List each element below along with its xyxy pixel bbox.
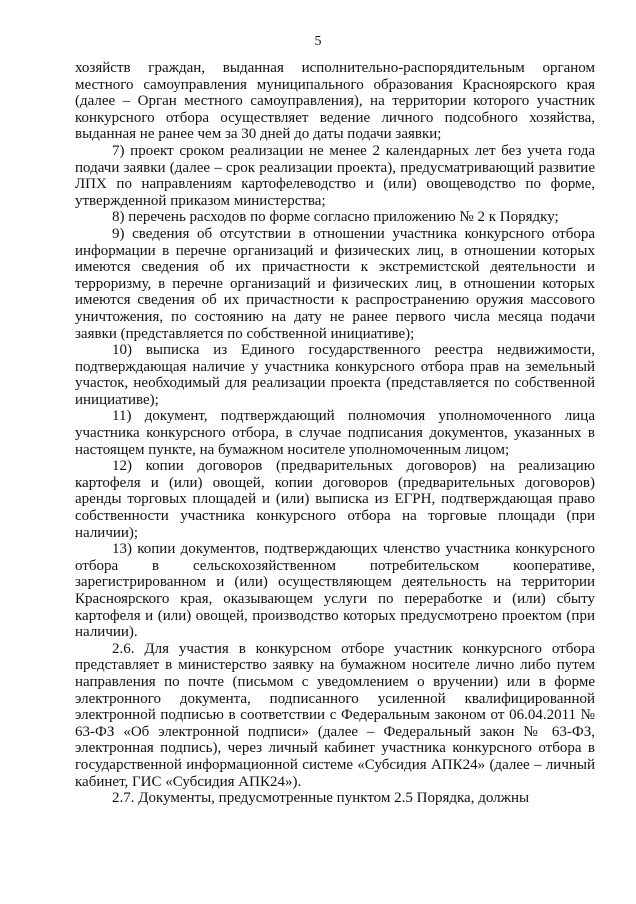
- paragraph-continued-certificate: хозяйств граждан, выданная исполнительно-распорядительным органом местного самоуправления муниципального образования Красноярского края (далее – Орган местного самоуправления), на территории которого участник конкурсного отбора осуществляет ведение личного подсобного хозяйства, выданная не ранее чем за 30 дней до даты подачи заявки;: [75, 60, 595, 143]
- paragraph-item-12-contracts: 12) копии договоров (предварительных договоров) на реализацию картофеля и (или) овощей, копии договоров (предварительных договоров) аренды торговых площадей и (или) выписка из ЕГРН, подтверждающая право собственности участника конкурсного отбора на торговые площади (при наличии);: [75, 458, 595, 541]
- paragraph-item-8-expense-list: 8) перечень расходов по форме согласно приложению № 2 к Порядку;: [112, 209, 559, 226]
- paragraph-item-7-project: 7) проект сроком реализации не менее 2 календарных лет без учета года подачи заявки (далее – срок реализации проекта), предусматривающий развитие ЛПХ по направлениям картофелеводство и (или) овощеводство по форме, утвержденной приказом министерства;: [75, 142, 595, 209]
- paragraph-section-2-7: 2.7. Документы, предусмотренные пунктом 2.5 Порядка, должны: [112, 790, 530, 807]
- paragraph-item-10-egrn-extract: 10) выписка из Единого государственного реестра недвижимости, подтверждающая наличие у участника конкурсного отбора прав на земельный участок, необходимый для реализации проекта (представляется по собственной инициативе);: [75, 342, 595, 408]
- paragraph-item-9-extremism-info: 9) сведения об отсутствии в отношении участника конкурсного отбора информации в перечне организаций и физических лиц, в отношении которых имеются сведения об их причастности к экстремистской деятельности и терроризму, в перечне организаций и физических лиц, в отношении которых имеются сведения об их причастности к распространению оружия массового уничтожения, по состоянию на дату не ранее первого числа месяца подачи заявки (представляется по собственной инициативе);: [75, 225, 595, 342]
- page-number: 5: [314, 34, 322, 49]
- paragraph-item-13-cooperative-membership: 13) копии документов, подтверждающих членство участника конкурсного отбора в сельскохозяйственном потребительском кооперативе, зарегистрированном и (или) осуществляющем деятельность на территории Красноярского края, оказывающем услуги по переработке и (или) сбыту картофеля и (или) овощей, производство которых предусмотрено проектом (при наличии).: [75, 541, 595, 641]
- paragraph-section-2-6: 2.6. Для участия в конкурсном отборе участник конкурсного отбора представляет в министерство заявку на бумажном носителе лично либо путем направления по почте (письмом с уведомлением о вручении) или в форме электронного документа, подписанного усиленной квалифицированной электронной подписью в соответствии с Федеральным законом от 06.04.2011 № 63-ФЗ «Об электронной подписи» (далее – Федеральный закон № 63-ФЗ, электронная подпись), через личный кабинет участника конкурсного отбора в государственной информационной системе «Субсидия АПК24» (далее – личный кабинет, ГИС «Субсидия АПК24»).: [75, 640, 595, 790]
- document-body: [75, 60, 595, 807]
- paragraph-item-11-authority-document: 11) документ, подтверждающий полномочия уполномоченного лица участника конкурсного отбора, в случае подписания документов, указанных в настоящем пункте, на бумажном носителе уполномоченным лицом;: [75, 408, 595, 458]
